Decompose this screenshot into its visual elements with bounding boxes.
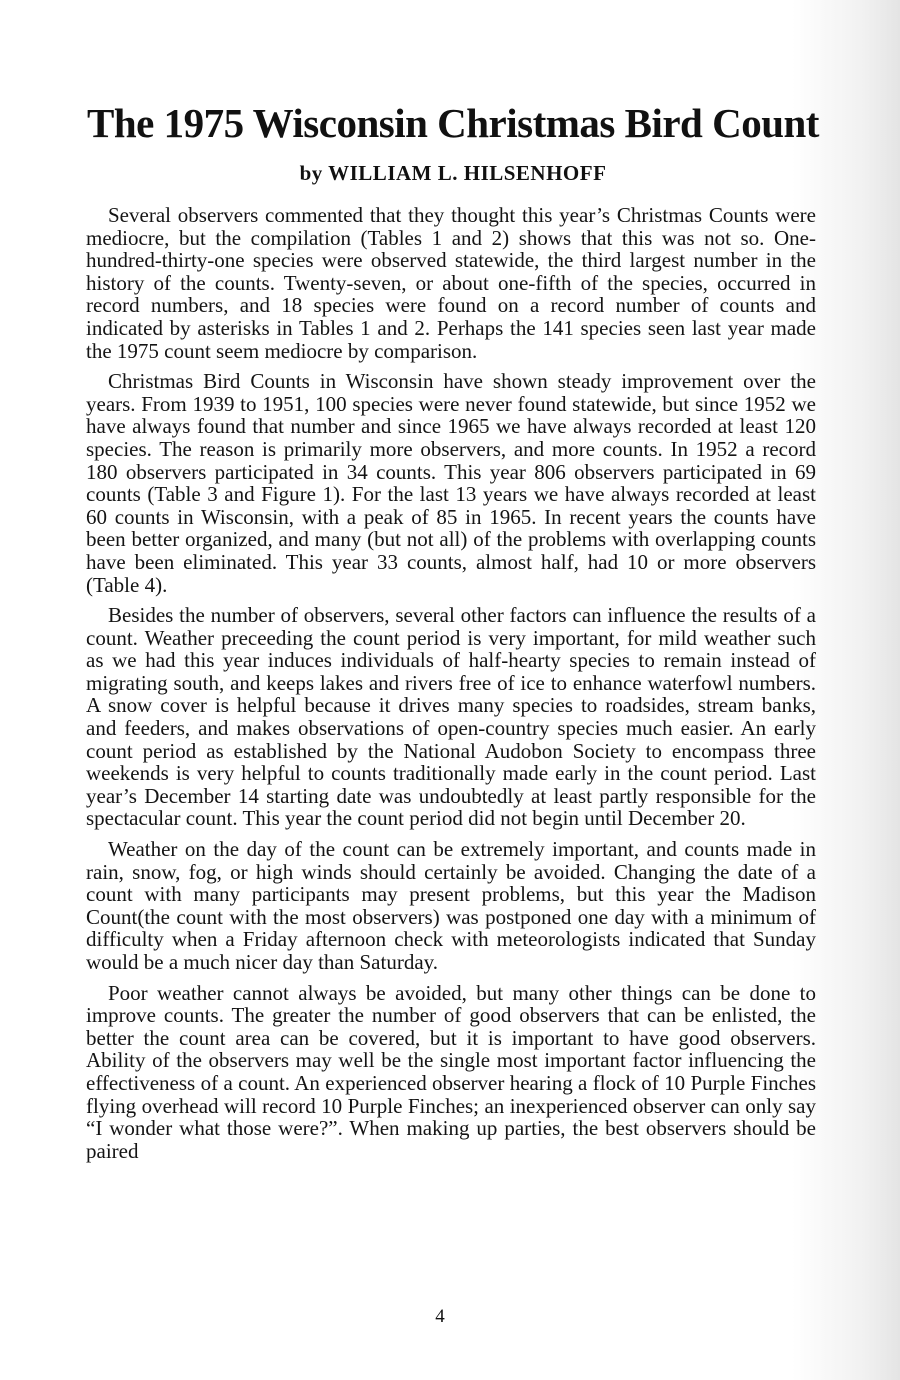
- paragraph-4: Weather on the day of the count can be extremely important, and counts made in rain, snow, fog, or high winds should certainly be avoided. Changing the date of a count with many participants may present problems, but this year the Madison Count(the count with the most observers) was postponed one day with a minimum of difficulty when a Friday afternoon check with meteorologists indicated that Sunday would be a much nicer day than Saturday.: [86, 837, 816, 974]
- page-number: 4: [435, 1306, 445, 1327]
- article-title: The 1975 Wisconsin Christmas Bird Count: [87, 100, 819, 146]
- paragraph-5: Poor weather cannot always be avoided, but many other things can be done to improve counts. The greater the number of good observers that can be enlisted, the better the count area can be covered, but it is important to have good observers. Ability of the observers may well be the single most important factor influencing the effectiveness of a count. An experienced observer hearing a flock of 10 Purple Finches flying overhead will record 10 Purple Finches; an inexperienced observer can only say “I wonder what those were?”. When making up parties, the best observers should be paired: [86, 980, 816, 1163]
- paragraph-1: Several observers commented that they thought this year’s Christmas Counts were mediocre, but the compilation (Tables 1 and 2) shows that this was not so. One-hundred-thirty-one species were observed statewide, the third largest number in the history of the counts. Twenty-seven, or about one-fifth of the species, occurred in record numbers, and 18 species were found on a record number of counts and indicated by asterisks in Tables 1 and 2. Perhaps the 141 species seen last year made the 1975 count seem mediocre by comparison.: [86, 203, 816, 363]
- paragraph-2: Christmas Bird Counts in Wisconsin have shown steady improvement over the years. From 1939 to 1951, 100 species were never found statewide, but since 1952 we have always found that number and since 1965 we have always recorded at least 120 species. The reason is primarily more observers, and more counts. In 1952 a record 180 observers participated in 34 counts. This year 806 observers participated in 69 counts (Table 3 and Figure 1). For the last 13 years we have always recorded at least 60 counts in Wisconsin, with a peak of 85 in 1965. In recent years the counts have been better organized, and many (but not all) of the problems with overlapping counts have been eliminated. This year 33 counts, almost half, had 10 or more observers (Table 4).: [86, 369, 816, 597]
- paragraph-3: Besides the number of observers, several other factors can influence the results of a count. Weather preceeding the count period is very important, for mild weather such as we had this year induces individuals of half-hearty species to remain instead of migrating south, and keeps lakes and rivers free of ice to enhance waterfowl numbers. A snow cover is helpful because it drives many species to roadsides, stream banks, and feeders, and makes observations of open-country species much easier. An early count period as established by the National Audobon Society to encompass three weekends is very helpful to counts traditionally made early in the count period. Last year’s December 14 starting date was undoubtedly at least partly responsible for the spectacular count. This year the count period did not begin until December 20.: [86, 603, 816, 831]
- article-body: [86, 204, 816, 1170]
- author-byline: by WILLIAM L. HILSENHOFF: [299, 161, 607, 185]
